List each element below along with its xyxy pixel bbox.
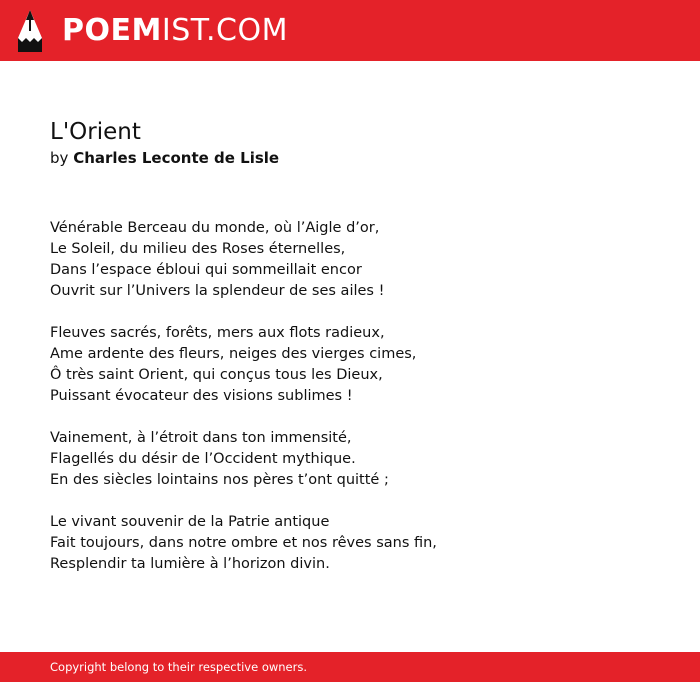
poem-line: Dans l’espace ébloui qui sommeillait encor [50,262,362,278]
site-logo-text[interactable] [62,14,288,48]
poem-title: L'Orient [50,119,141,145]
pencil-tip-icon[interactable] [16,9,44,53]
poem-line: Puissant évocateur des visions sublimes ! [50,388,353,404]
logo-bold-text: POEM [62,13,162,48]
poem-line: Resplendir ta lumière à l’horizon divin. [50,556,330,572]
byline-prefix: by [50,149,69,167]
poem-line: Fleuves sacrés, forêts, mers aux flots radieux, [50,325,385,341]
stanza-1 [50,218,670,302]
stanza-3 [50,428,670,491]
poem-body [50,218,670,596]
poem-line: Vainement, à l’étroit dans ton immensité, [50,430,352,446]
copyright-text: Copyright belong to their respective owners. [50,660,308,674]
stanza-2 [50,323,670,407]
poem-line: Le Soleil, du milieu des Roses éternelles, [50,241,346,257]
author-link[interactable]: Charles Leconte de Lisle [73,149,280,167]
logo-light-text: IST.COM [161,13,288,48]
poem-line: Vénérable Berceau du monde, où l’Aigle d’or, [50,220,380,236]
poem-line: Flagellés du désir de l’Occident mythique. [50,451,356,467]
site-footer [0,652,700,682]
poem-line: Ame ardente des fleurs, neiges des vierges cimes, [50,346,417,362]
poem-line: Ouvrit sur l’Univers la splendeur de ses ailes ! [50,283,385,299]
poem-line: En des siècles lointains nos pères t’ont quitté ; [50,472,389,488]
poem-header [50,117,670,169]
poem-line: Ô très saint Orient, qui conçus tous les Dieux, [50,367,383,383]
site-header [0,0,700,61]
stanza-4 [50,512,670,575]
poem-line: Fait toujours, dans notre ombre et nos rêves sans fin, [50,535,437,551]
poem-line: Le vivant souvenir de la Patrie antique [50,514,330,530]
poem-byline [50,147,670,169]
